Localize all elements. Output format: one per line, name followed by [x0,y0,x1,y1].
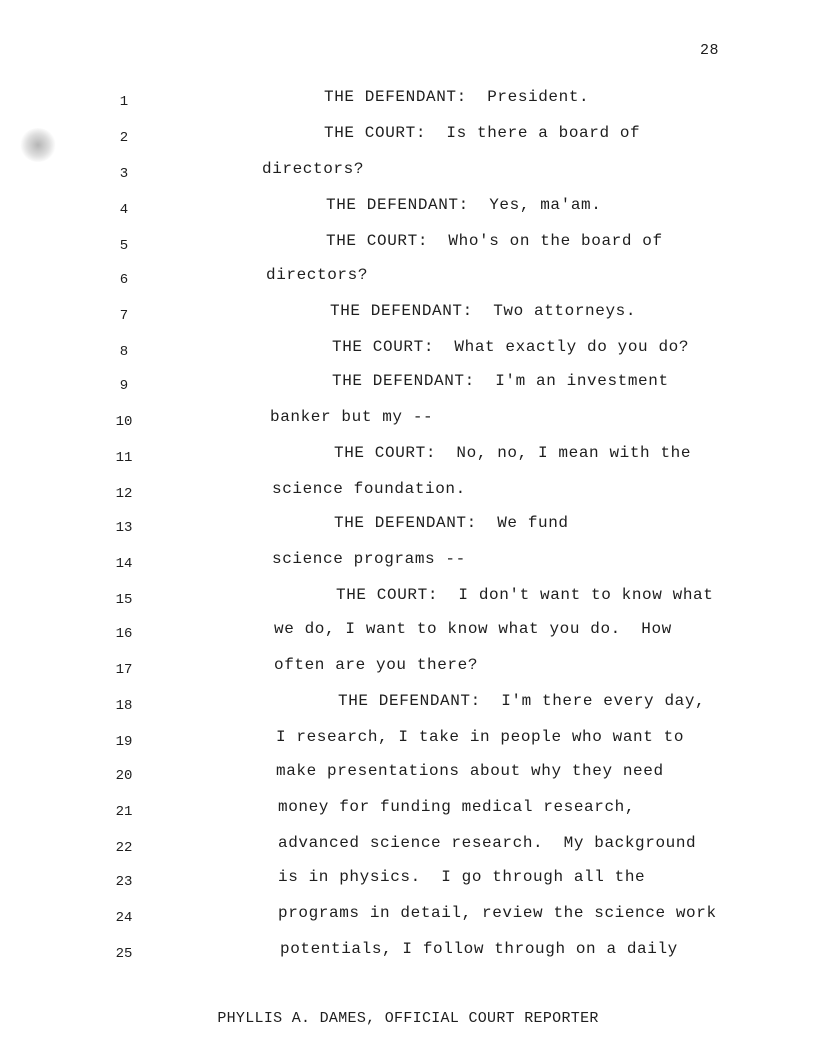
line-text: THE DEFENDANT: I'm an investment [332,372,669,390]
line-number: 6 [119,272,129,288]
line-number: 10 [115,414,133,430]
line-text: we do, I want to know what you do. How [274,620,672,638]
line-text: directors? [262,160,365,178]
line-number: 13 [115,520,133,536]
line-text: THE COURT: I don't want to know what [336,586,714,604]
line-number: 21 [115,804,133,820]
line-text: I research, I take in people who want to [276,728,685,746]
line-text: THE DEFENDANT: Two attorneys. [330,302,637,320]
line-text: directors? [266,266,369,284]
transcript-line [0,798,816,834]
line-number: 15 [115,592,133,608]
transcript-line [0,728,816,764]
line-number: 4 [119,202,129,218]
transcript-line [0,444,816,480]
line-text: money for funding medical research, [278,798,636,816]
transcript-line [0,940,816,976]
line-text: programs in detail, review the science work [278,904,717,922]
line-text: advanced science research. My background [278,834,697,852]
line-text: THE DEFENDANT: Yes, ma'am. [326,196,602,214]
court-reporter-footer: PHYLLIS A. DAMES, OFFICIAL COURT REPORTER [217,1010,599,1027]
transcript-line [0,514,816,550]
line-number: 9 [119,378,129,394]
transcript-line [0,196,816,232]
transcript-line [0,266,816,302]
line-number: 1 [119,94,129,110]
line-text: THE COURT: No, no, I mean with the [334,444,692,462]
line-text: science foundation. [272,480,466,498]
line-text: potentials, I follow through on a daily [280,940,678,958]
line-text: science programs -- [272,550,466,568]
line-number: 16 [115,626,133,642]
transcript-line [0,762,816,798]
line-text: THE COURT: What exactly do you do? [332,338,690,356]
line-number: 23 [115,874,133,890]
transcript-line [0,160,816,196]
transcript-line [0,232,816,268]
line-text: THE COURT: Who's on the board of [326,232,663,250]
transcript-line [0,868,816,904]
page-number: 28 [700,42,720,59]
line-text: THE DEFENDANT: We fund [334,514,569,532]
line-number: 14 [115,556,133,572]
line-text: banker but my -- [270,408,434,426]
transcript-line [0,372,816,408]
line-number: 24 [115,910,133,926]
line-number: 20 [115,768,133,784]
line-number: 25 [115,946,133,962]
line-text: THE DEFENDANT: I'm there every day, [338,692,706,710]
line-number: 18 [115,698,133,714]
line-number: 22 [115,840,133,856]
transcript-line [0,834,816,870]
transcript-line [0,904,816,940]
line-number: 2 [119,130,129,146]
line-number: 8 [119,344,129,360]
line-text: make presentations about why they need [276,762,664,780]
line-text: THE DEFENDANT: President. [324,88,590,106]
line-number: 7 [119,308,129,324]
transcript-line [0,620,816,656]
line-text: is in physics. I go through all the [278,868,646,886]
transcript-line [0,338,816,374]
transcript-line [0,124,816,160]
line-number: 11 [115,450,133,466]
transcript-line [0,480,816,516]
line-text: THE COURT: Is there a board of [324,124,641,142]
line-number: 5 [119,238,129,254]
transcript-line [0,550,816,586]
line-text: often are you there? [274,656,479,674]
transcript-line [0,88,816,124]
line-number: 19 [115,734,133,750]
transcript-line [0,692,816,728]
transcript-line [0,302,816,338]
line-number: 3 [119,166,129,182]
transcript-line [0,408,816,444]
transcript-line [0,656,816,692]
line-number: 17 [115,662,133,678]
transcript-line [0,586,816,622]
line-number: 12 [115,486,133,502]
